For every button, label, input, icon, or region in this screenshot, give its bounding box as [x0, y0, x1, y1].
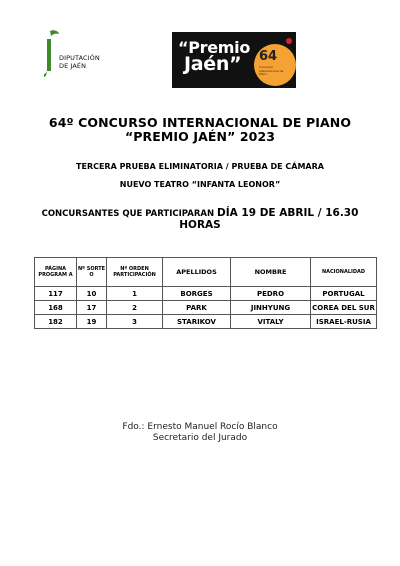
cell-nombre: VITALY: [231, 315, 311, 329]
cell-orden: 2: [107, 301, 163, 315]
signature-name: Fdo.: Ernesto Manuel Rocío Blanco: [122, 422, 278, 432]
cell-sorteo: 17: [77, 301, 107, 315]
cell-apellidos: STARIKOV: [163, 315, 231, 329]
cell-nacionalidad: ISRAEL-RUSIA: [311, 315, 377, 329]
cell-nacionalidad: PORTUGAL: [311, 287, 377, 301]
cell-orden: 3: [107, 315, 163, 329]
diputacion-logo: [44, 30, 114, 80]
cell-pagina: 168: [35, 301, 77, 315]
cell-nombre: PEDRO: [231, 287, 311, 301]
table-row: [35, 301, 377, 315]
cell-orden: 1: [107, 287, 163, 301]
diputacion-logo-text: DIPUTACIÓN DE JAÉN: [59, 54, 100, 70]
round-subtitle: TERCERA PRUEBA ELIMINATORIA / PRUEBA DE CÁMARA: [76, 162, 324, 171]
col-header-nombre: NOMBRE: [231, 258, 311, 287]
col-header-apellidos: APELLIDOS: [163, 258, 231, 287]
col-header-nacionalidad: NACIONALIDAD: [311, 258, 377, 287]
signature-role: Secretario del Jurado: [152, 433, 248, 443]
cell-sorteo: 19: [77, 315, 107, 329]
premio-small-caption: Concurso Internacional de Piano: [259, 65, 284, 76]
cell-apellidos: BORGES: [163, 287, 231, 301]
col-header-orden: Nº ORDEN PARTICIPACIÓN: [107, 258, 163, 287]
cell-sorteo: 10: [77, 287, 107, 301]
contestants-table: [34, 257, 377, 329]
premio-jaen-logo: [172, 32, 296, 88]
premio-edition-number: 64: [259, 49, 278, 64]
col-header-pagina: PÁGINA PROGRAM A: [35, 258, 77, 287]
col-header-sorteo: Nº SORTE O: [77, 258, 107, 287]
cell-nacionalidad: COREA DEL SUR: [311, 301, 377, 315]
table-row: [35, 287, 377, 301]
cell-pagina: 182: [35, 315, 77, 329]
diputacion-j-mark-icon: [44, 30, 60, 78]
venue-line: NUEVO TEATRO “INFANTA LEONOR”: [119, 180, 281, 189]
session-heading: CONCURSANTES QUE PARTICIPARAN DÍA 19 DE ABRIL / 16.30 HORAS: [41, 207, 359, 231]
cell-nombre: JINHYUNG: [231, 301, 311, 315]
cell-apellidos: PARK: [163, 301, 231, 315]
page-title: 64º CONCURSO INTERNACIONAL DE PIANO “PREMIO JAÉN” 2023: [48, 115, 352, 144]
cell-pagina: 117: [35, 287, 77, 301]
table-row: [35, 315, 377, 329]
premio-logo-title: “Premio Jaén”: [178, 38, 251, 75]
premio-red-dot: [286, 38, 292, 44]
table-header-row: [35, 258, 377, 287]
